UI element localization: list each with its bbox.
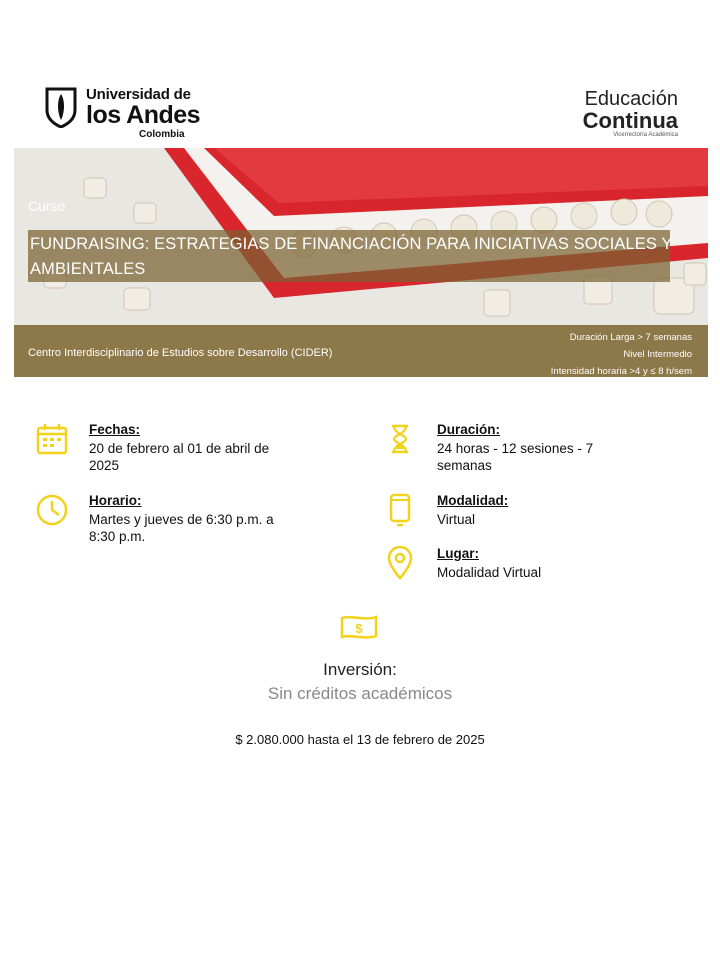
course-type-label: Curso [28, 198, 66, 214]
course-title: FUNDRAISING: ESTRATEGIAS DE FINANCIACIÓN PARA INICIATIVAS SOCIALES Y AMBIENTALES [30, 235, 673, 278]
education-logo-line1: Educación [584, 88, 678, 110]
center-name: Centro Interdisciplinario de Estudios sobre Desarrollo (CIDER) [28, 347, 333, 359]
course-title-box [28, 230, 673, 282]
modalidad-value: Virtual [437, 512, 476, 527]
university-name-line2: los Andes [86, 101, 201, 129]
lugar-label: Lugar: [437, 546, 479, 561]
education-logo-line3: Vicerrectoría Académica [613, 132, 678, 138]
fechas-value: 20 de febrero al 01 de abril de 2025 [89, 441, 270, 473]
fact-duration: Duración Larga > 7 semanas [569, 332, 692, 343]
horario-label: Horario: [89, 493, 142, 508]
laptop-icon [383, 493, 417, 527]
university-crest-icon [44, 86, 78, 128]
fact-level: Nivel Intermedio [623, 349, 692, 360]
universidad-de-los-andes-logo [44, 86, 201, 142]
educacion-continua-logo [568, 88, 678, 142]
clock-icon [35, 493, 69, 527]
course-facts [551, 329, 692, 377]
calendar-icon [35, 422, 69, 456]
inversion-subtitle: Sin créditos académicos [267, 684, 453, 703]
duracion-value: 24 horas - 12 sesiones - 7 semanas [437, 441, 594, 473]
course-banner [14, 148, 708, 377]
university-country: Colombia [139, 129, 185, 140]
svg-text:$: $ [355, 621, 363, 636]
money-bill-icon [339, 612, 379, 642]
hourglass-icon [383, 422, 417, 456]
education-logo-line2: Continua [582, 108, 678, 133]
duracion-label: Duración: [437, 422, 501, 437]
fechas-label: Fechas: [89, 422, 141, 437]
university-name-line1: Universidad de [86, 86, 191, 103]
lugar-value: Modalidad Virtual [437, 565, 542, 580]
location-pin-icon [383, 546, 417, 580]
horario-value: Martes y jueves de 6:30 p.m. a 8:30 p.m. [89, 512, 274, 544]
inversion-price: $ 2.080.000 hasta el 13 de febrero de 2025 [235, 732, 485, 747]
fact-intensity: Intensidad horaria >4 y ≤ 8 h/sem [550, 366, 692, 377]
inversion-title: Inversión: [323, 660, 397, 679]
banner-info-bar [14, 325, 708, 377]
modalidad-label: Modalidad: [437, 493, 509, 508]
